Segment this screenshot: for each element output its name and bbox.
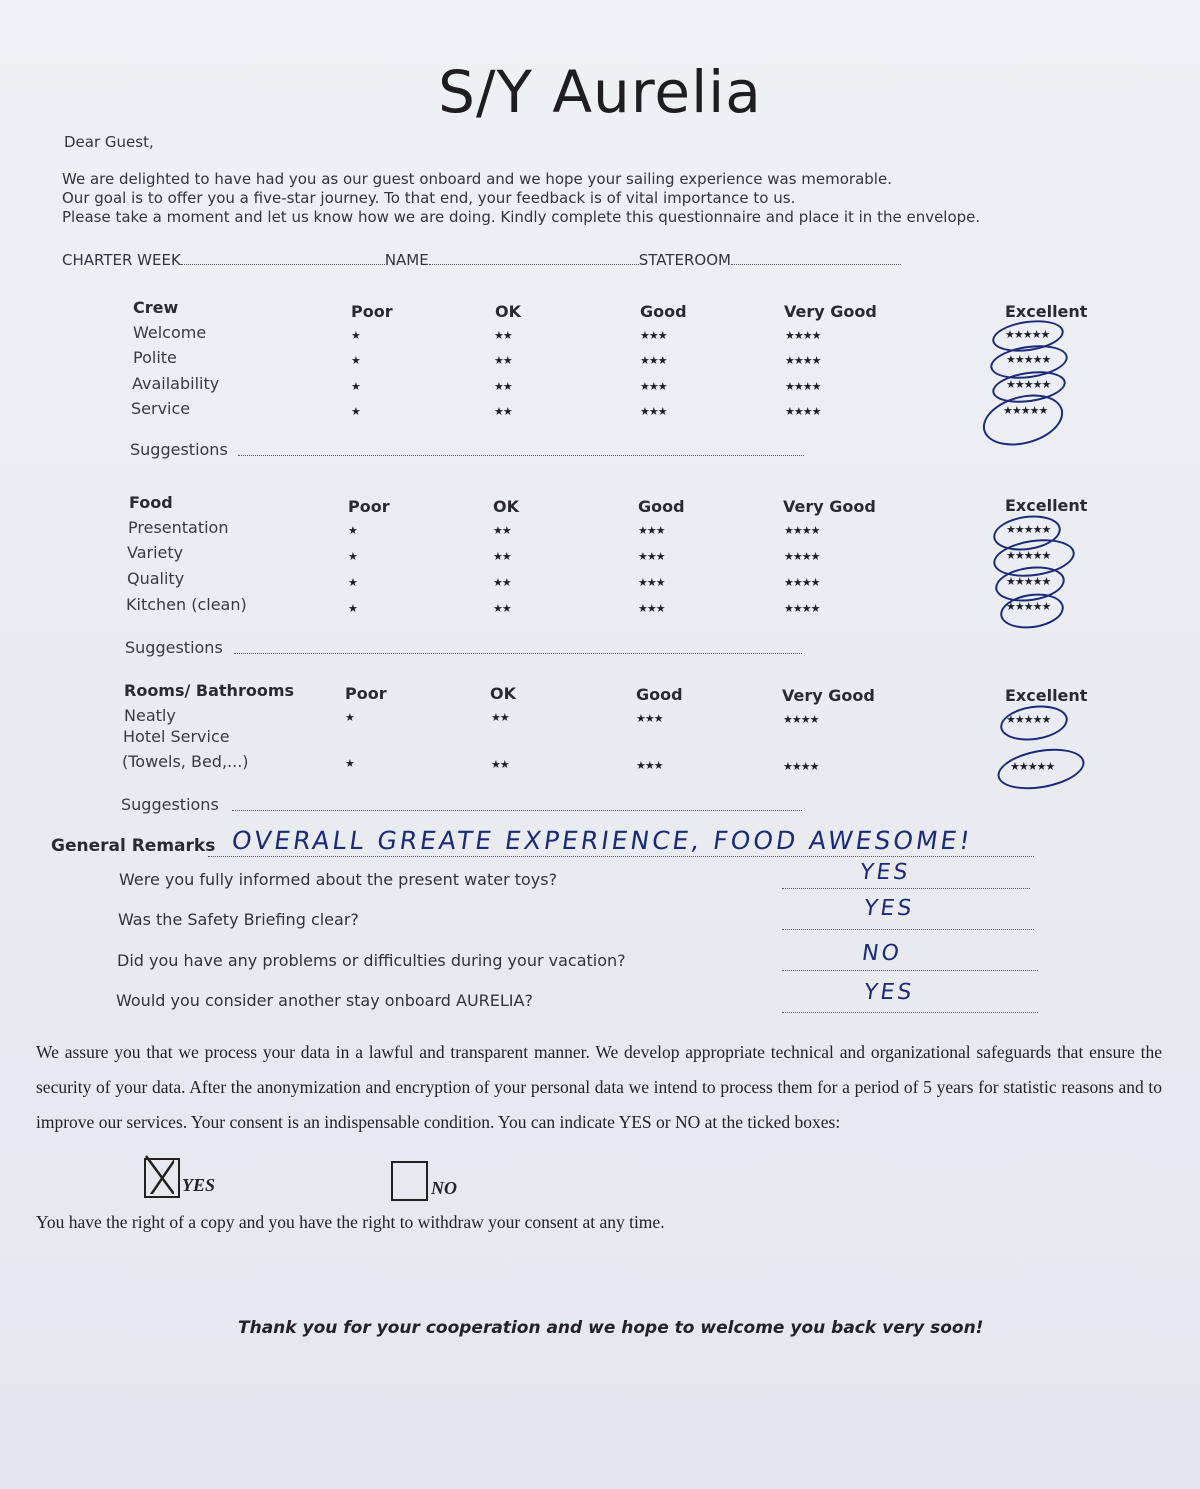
crew-availability-3star[interactable]: ★★★ — [640, 380, 667, 393]
food-suggestions-label: Suggestions — [125, 638, 223, 657]
general-remarks-label: General Remarks — [51, 836, 216, 856]
crew-welcome-5star[interactable]: ★★★★★ — [1005, 328, 1050, 341]
closing-thanks: Thank you for your cooperation and we hope to welcome you back very soon! — [238, 1318, 984, 1338]
check-x-icon — [142, 1154, 174, 1194]
crew-service-5star[interactable]: ★★★★★ — [1003, 404, 1048, 417]
food-item-quality: Quality — [127, 569, 185, 588]
food-kitchen-4star[interactable]: ★★★★ — [784, 602, 820, 615]
crew-availability-1star[interactable]: ★ — [351, 380, 360, 393]
food-variety-3star[interactable]: ★★★ — [638, 550, 665, 563]
intro-paragraph — [62, 170, 980, 227]
crew-item-welcome: Welcome — [133, 323, 207, 342]
name-label: NAME — [384, 251, 429, 269]
food-suggestions-field[interactable] — [234, 653, 802, 654]
answer-line-water-toys[interactable] — [782, 888, 1030, 889]
crew-availability-5star[interactable]: ★★★★★ — [1006, 378, 1051, 391]
crew-item-service: Service — [131, 399, 191, 418]
crew-service-excellent-mark — [977, 386, 1069, 454]
rooms-item-neatly: Neatly — [124, 706, 176, 725]
crew-service-2star[interactable]: ★★ — [494, 405, 512, 418]
general-remarks-field[interactable] — [208, 856, 1034, 857]
rooms-hotel-service-2star[interactable]: ★★ — [491, 758, 509, 771]
crew-item-polite: Polite — [133, 348, 177, 367]
crew-welcome-2star[interactable]: ★★ — [494, 329, 512, 342]
intro-line-2: Our goal is to offer you a five-star journey. To that end, your feedback is of vital importance to us. — [62, 189, 796, 207]
answer-line-problems[interactable] — [782, 970, 1038, 971]
food-quality-5star[interactable]: ★★★★★ — [1006, 575, 1051, 588]
food-col-poor: Poor — [348, 497, 390, 516]
consent-no-label: NO — [431, 1178, 457, 1198]
food-item-presentation: Presentation — [128, 518, 229, 537]
intro-line-1: We are delighted to have had you as our guest onboard and we hope your sailing experience was memorable. — [62, 170, 892, 188]
rooms-col-poor: Poor — [345, 684, 387, 703]
withdraw-consent-text: You have the right of a copy and you have the right to withdraw your consent at any time. — [36, 1212, 665, 1232]
consent-no-checkbox[interactable] — [391, 1161, 428, 1201]
rooms-suggestions-field[interactable] — [232, 810, 802, 811]
crew-suggestions-field[interactable] — [238, 455, 804, 456]
crew-col-poor: Poor — [351, 302, 393, 321]
crew-polite-5star[interactable]: ★★★★★ — [1006, 353, 1051, 366]
food-item-kitchen: Kitchen (clean) — [126, 595, 247, 614]
consent-yes-label: YES — [182, 1175, 216, 1195]
stateroom-field[interactable] — [731, 252, 901, 265]
food-col-very-good: Very Good — [783, 497, 876, 516]
food-quality-2star[interactable]: ★★ — [493, 576, 511, 589]
food-kitchen-2star[interactable]: ★★ — [493, 602, 511, 615]
rooms-neatly-excellent-mark — [998, 701, 1070, 744]
crew-polite-2star[interactable]: ★★ — [494, 354, 512, 367]
crew-service-1star[interactable]: ★ — [351, 405, 360, 418]
rooms-neatly-2star[interactable]: ★★ — [491, 711, 509, 724]
food-presentation-1star[interactable]: ★ — [348, 524, 357, 537]
food-variety-1star[interactable]: ★ — [348, 550, 357, 563]
answer-safety-briefing: YES — [862, 896, 917, 921]
answer-water-toys: YES — [858, 860, 913, 885]
crew-suggestions-label: Suggestions — [130, 440, 228, 459]
crew-heading: Crew — [133, 298, 179, 317]
rooms-item-towels-bed: (Towels, Bed,...) — [122, 752, 249, 771]
answer-line-another-stay[interactable] — [782, 1012, 1038, 1013]
crew-polite-4star[interactable]: ★★★★ — [785, 354, 821, 367]
rooms-hotel-service-3star[interactable]: ★★★ — [636, 759, 663, 772]
food-kitchen-1star[interactable]: ★ — [348, 602, 357, 615]
crew-polite-1star[interactable]: ★ — [351, 354, 360, 367]
crew-col-good: Good — [640, 302, 687, 321]
crew-availability-2star[interactable]: ★★ — [494, 380, 512, 393]
food-col-ok: OK — [493, 497, 519, 516]
rooms-neatly-1star[interactable]: ★ — [345, 711, 354, 724]
rooms-item-hotel-service: Hotel Service — [123, 727, 230, 746]
crew-col-ok: OK — [495, 302, 521, 321]
food-quality-4star[interactable]: ★★★★ — [784, 576, 820, 589]
crew-service-3star[interactable]: ★★★ — [640, 405, 667, 418]
greeting: Dear Guest, — [64, 133, 154, 151]
crew-item-availability: Availability — [132, 374, 220, 393]
name-field[interactable] — [429, 252, 639, 265]
food-variety-5star[interactable]: ★★★★★ — [1006, 549, 1051, 562]
food-kitchen-5star[interactable]: ★★★★★ — [1006, 600, 1051, 613]
rooms-hotel-service-1star[interactable]: ★ — [345, 757, 354, 770]
rooms-neatly-3star[interactable]: ★★★ — [636, 712, 663, 725]
food-presentation-4star[interactable]: ★★★★ — [784, 524, 820, 537]
rooms-hotel-service-5star[interactable]: ★★★★★ — [1010, 760, 1055, 773]
crew-welcome-3star[interactable]: ★★★ — [640, 329, 667, 342]
charter-week-label: CHARTER WEEK — [62, 251, 181, 269]
question-problems: Did you have any problems or difficulties during your vacation? — [117, 951, 626, 970]
charter-week-field[interactable] — [181, 252, 385, 265]
question-water-toys: Were you fully informed about the present water toys? — [119, 870, 558, 889]
rooms-suggestions-label: Suggestions — [121, 795, 219, 814]
food-col-excellent: Excellent — [1005, 496, 1088, 515]
rooms-neatly-5star[interactable]: ★★★★★ — [1006, 713, 1051, 726]
rooms-col-very-good: Very Good — [782, 686, 875, 705]
answer-problems: NO — [860, 941, 904, 966]
consent-yes-checkbox[interactable] — [144, 1158, 180, 1198]
rooms-neatly-4star[interactable]: ★★★★ — [783, 713, 819, 726]
food-item-variety: Variety — [127, 543, 184, 562]
crew-welcome-4star[interactable]: ★★★★ — [785, 329, 821, 342]
food-kitchen-3star[interactable]: ★★★ — [638, 602, 665, 615]
form-title: S/Y Aurelia — [438, 58, 762, 126]
food-presentation-5star[interactable]: ★★★★★ — [1006, 523, 1051, 536]
food-col-good: Good — [638, 497, 685, 516]
answer-another-stay: YES — [862, 980, 917, 1005]
question-another-stay: Would you consider another stay onboard AURELIA? — [116, 991, 533, 1010]
rooms-heading: Rooms/ Bathrooms — [124, 681, 295, 700]
stateroom-label: STATEROOM — [638, 251, 731, 269]
intro-line-3: Please take a moment and let us know how we are doing. Kindly complete this questionnaire and place it in the envelope. — [62, 208, 981, 226]
food-presentation-3star[interactable]: ★★★ — [638, 524, 665, 537]
question-safety-briefing: Was the Safety Briefing clear? — [118, 910, 359, 929]
general-remarks-answer: OVERALL GREATE EXPERIENCE, FOOD AWESOME! — [229, 826, 975, 855]
rooms-col-excellent: Excellent — [1005, 686, 1088, 705]
crew-service-4star[interactable]: ★★★★ — [785, 405, 821, 418]
crew-col-very-good: Very Good — [784, 302, 877, 321]
guest-fields-row — [62, 251, 901, 269]
crew-availability-4star[interactable]: ★★★★ — [785, 380, 821, 393]
rooms-hotel-service-4star[interactable]: ★★★★ — [783, 760, 819, 773]
food-presentation-2star[interactable]: ★★ — [493, 524, 511, 537]
food-quality-1star[interactable]: ★ — [348, 576, 357, 589]
food-variety-2star[interactable]: ★★ — [493, 550, 511, 563]
crew-col-excellent: Excellent — [1005, 302, 1088, 321]
crew-welcome-1star[interactable]: ★ — [351, 329, 360, 342]
data-consent-text: We assure you that we process your data in a lawful and transparent manner. We develop appropriate technical and organizational safeguards that ensure the security of your data. After the anonymization and encryption of your personal data we intend to process them for a period of 5 years for statistic reasons and to improve our services. Your consent is an indispensable condition. You can indicate YES or NO at the ticked boxes: — [36, 1042, 1162, 1132]
answer-line-safety-briefing[interactable] — [782, 929, 1034, 930]
crew-polite-3star[interactable]: ★★★ — [640, 354, 667, 367]
food-quality-3star[interactable]: ★★★ — [638, 576, 665, 589]
rooms-col-ok: OK — [490, 684, 516, 703]
food-heading: Food — [129, 493, 173, 512]
rooms-col-good: Good — [636, 685, 683, 704]
food-variety-4star[interactable]: ★★★★ — [784, 550, 820, 563]
rooms-hotel-service-excellent-mark — [994, 743, 1087, 796]
